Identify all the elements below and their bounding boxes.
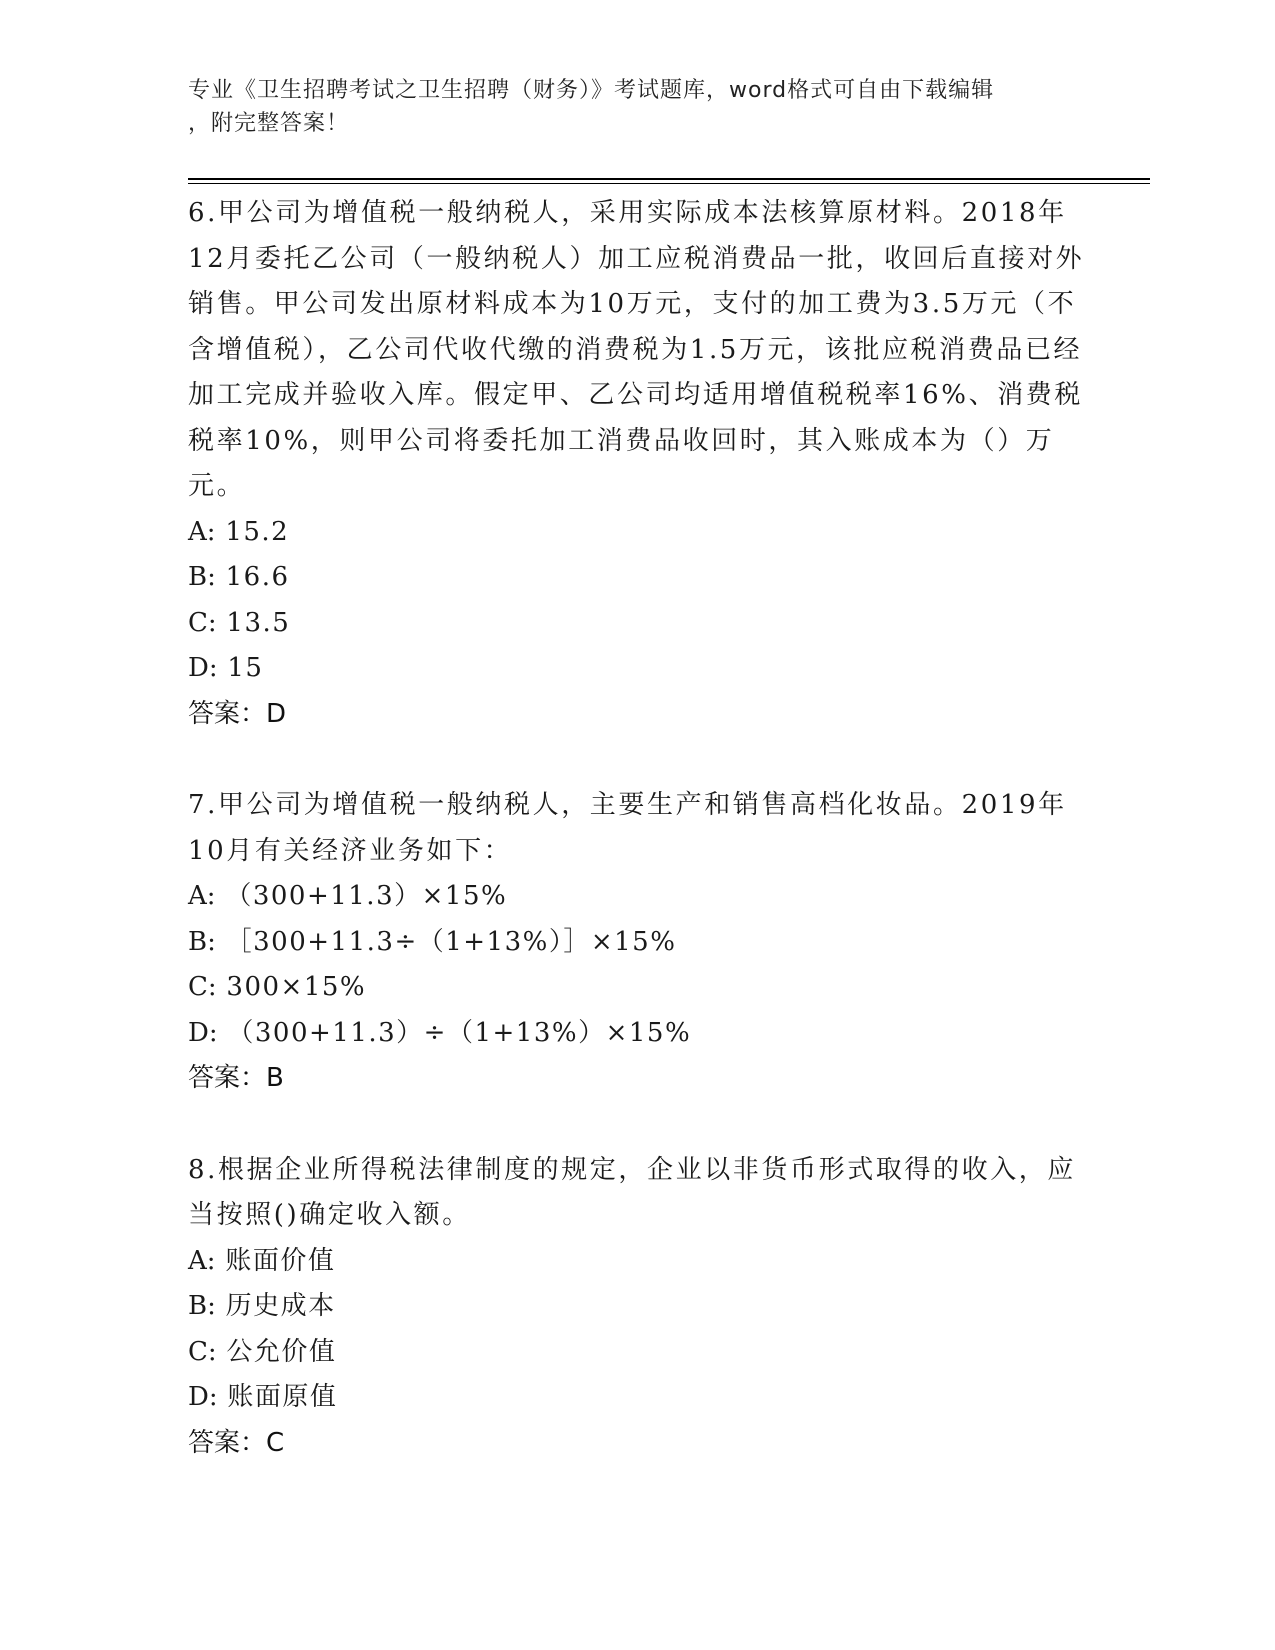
option-a xyxy=(188,1239,1088,1285)
option-text: 15 xyxy=(227,653,264,683)
option-text: 16.6 xyxy=(225,562,290,592)
option-b xyxy=(188,1284,1088,1330)
option-text: 13.5 xyxy=(226,607,291,638)
option-letter: D: xyxy=(188,1017,218,1048)
option-a xyxy=(188,510,1088,556)
option-letter: B: xyxy=(188,926,216,957)
question-text: 8.根据企业所得税法律制度的规定，企业以非货币形式取得的收入，应当按照()确定收入额。 xyxy=(188,1154,1077,1230)
option-text: 历史成本 xyxy=(225,1291,336,1321)
option-text: 账面原值 xyxy=(227,1382,338,1412)
option-d xyxy=(188,1011,1088,1057)
header-line-2: ，附完整答案！ xyxy=(188,111,350,136)
option-b xyxy=(188,555,1088,601)
option-letter: B: xyxy=(188,1291,216,1321)
header-divider-thin xyxy=(188,183,1150,184)
option-letter: D: xyxy=(188,653,218,683)
option-text: （300+11.3）×15% xyxy=(225,881,508,911)
header-line-1: 专业《卫生招聘考试之卫生招聘（财务）》考试题库，word格式可自由下载编辑 xyxy=(188,78,995,103)
option-letter: D: xyxy=(188,1382,218,1412)
option-text: 15.2 xyxy=(225,516,290,547)
option-letter: C: xyxy=(188,1336,217,1367)
option-a xyxy=(188,874,1088,920)
question-text: 7.甲公司为增值税一般纳税人，主要生产和销售高档化妆品。2019年10月有关经济业务如下： xyxy=(188,790,1067,866)
question-text: 6.甲公司为增值税一般纳税人，采用实际成本法核算原材料。2018年12月委托乙公司（一般纳税人）加工应税消费品一批，收回后直接对外销售。甲公司发出原材料成本为10万元，支付的加工费为3.5万元（不含增值税），乙公司代收代缴的消费税为1.5万元，该批应税消费品已经加工完成并验收入库。假定甲、乙公司均适用增值税税率16%、消费税税率10%，则甲公司将委托加工消费品收回时，其入账成本为（）万元。 xyxy=(188,198,1085,501)
option-text: ［300+11.3÷（1+13%）］×15% xyxy=(225,926,677,957)
option-letter: B: xyxy=(188,562,216,592)
option-text: （300+11.3）÷（1+13%）×15% xyxy=(227,1017,692,1048)
option-text: 账面价值 xyxy=(225,1245,336,1276)
answer-label: 答案：B xyxy=(188,1063,284,1093)
option-d xyxy=(188,646,1088,692)
option-letter: A: xyxy=(188,516,216,547)
option-c xyxy=(188,601,1088,647)
question-list xyxy=(188,191,1088,1512)
option-letter: A: xyxy=(188,881,216,911)
option-text: 300×15% xyxy=(226,972,367,1002)
document-header xyxy=(188,74,1088,140)
option-b xyxy=(188,920,1088,966)
question-6 xyxy=(188,191,1088,737)
answer-label: 答案：D xyxy=(188,698,287,729)
header-divider-thick xyxy=(188,178,1150,180)
question-8 xyxy=(188,1148,1088,1467)
answer-label: 答案：C xyxy=(188,1427,285,1458)
option-c xyxy=(188,1330,1088,1376)
option-letter: C: xyxy=(188,607,217,638)
option-c xyxy=(188,965,1088,1011)
option-letter: C: xyxy=(188,972,217,1002)
option-d xyxy=(188,1375,1088,1421)
option-text: 公允价值 xyxy=(226,1336,337,1367)
option-letter: A: xyxy=(188,1245,216,1276)
question-7 xyxy=(188,783,1088,1102)
